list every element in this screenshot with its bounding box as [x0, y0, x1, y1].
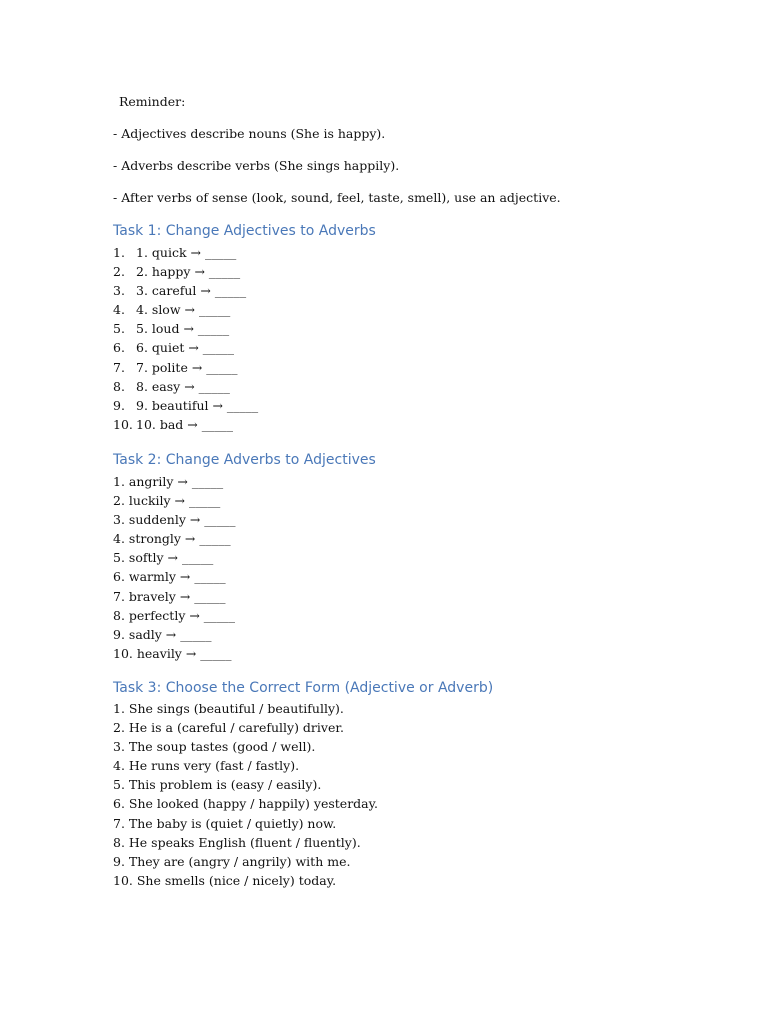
list-item: 7. bravely → _____ [113, 588, 226, 604]
list-number: 7. [113, 359, 125, 375]
task3-heading: Task 3: Choose the Correct Form (Adjective or Adverb) [113, 680, 494, 696]
list-item-text: 2. happy → _____ [136, 264, 241, 280]
list-item: 9. They are (angry / angrily) with me. [113, 853, 351, 869]
list-item: 10. heavily → _____ [113, 645, 232, 661]
list-item: 8. He speaks English (fluent / fluently). [113, 834, 361, 850]
reminder-note: - Adjectives describe nouns (She is happy). [113, 126, 386, 141]
list-item [113, 415, 258, 434]
task1-list [113, 243, 258, 434]
task3-list [113, 699, 378, 890]
list-item: 4. He runs very (fast / fastly). [113, 758, 300, 774]
list-item: 9. sadly → _____ [113, 626, 212, 642]
list-item: 6. She looked (happy / happily) yesterday. [113, 796, 378, 812]
list-item: 8. perfectly → _____ [113, 607, 236, 623]
list-item: 10. She smells (nice / nicely) today. [113, 872, 337, 888]
list-number: 6. [113, 340, 125, 356]
list-item-text: 5. loud → _____ [136, 321, 230, 337]
list-item: 5. This problem is (easy / easily). [113, 777, 322, 793]
list-item-text: 7. polite → _____ [136, 359, 238, 375]
list-number: 5. [113, 321, 125, 337]
list-number: 9. [113, 397, 125, 413]
list-item-text: 6. quiet → _____ [136, 340, 235, 356]
list-item: 1. angrily → _____ [113, 474, 224, 489]
list-item [113, 319, 258, 338]
list-number: 10. [113, 416, 133, 432]
list-item [113, 377, 258, 396]
list-item-text: 9. beautiful → _____ [136, 397, 259, 413]
list-item [113, 300, 258, 319]
reminder-note: - Adverbs describe verbs (She sings happily). [113, 158, 400, 173]
list-number: 1. [113, 245, 125, 260]
reminder-title: Reminder: [119, 94, 186, 109]
list-item-text: 4. slow → _____ [136, 302, 231, 318]
list-item: 2. He is a (careful / carefully) driver. [113, 720, 344, 736]
list-item [113, 243, 258, 262]
list-item [113, 396, 258, 415]
list-number: 3. [113, 283, 125, 299]
list-number: 2. [113, 264, 125, 280]
list-item [113, 338, 258, 357]
list-item-text: 10. bad → _____ [136, 416, 233, 432]
task1-heading: Task 1: Change Adjectives to Adverbs [113, 223, 376, 239]
list-item: 4. strongly → _____ [113, 531, 231, 547]
list-number: 4. [113, 302, 125, 318]
list-item-text: 3. careful → _____ [136, 283, 247, 299]
list-number: 8. [113, 378, 125, 394]
list-item: 3. The soup tastes (good / well). [113, 739, 316, 755]
list-item: 1. She sings (beautiful / beautifully). [113, 701, 344, 716]
list-item [113, 281, 258, 300]
task2-heading: Task 2: Change Adverbs to Adjectives [113, 452, 376, 468]
list-item: 6. warmly → _____ [113, 569, 226, 585]
list-item: 2. luckily → _____ [113, 493, 221, 509]
list-item-text: 1. quick → _____ [136, 245, 237, 260]
list-item: 7. The baby is (quiet / quietly) now. [113, 815, 337, 831]
task2-list [113, 472, 236, 663]
list-item [113, 262, 258, 281]
reminder-note: - After verbs of sense (look, sound, feel, taste, smell), use an adjective. [113, 190, 561, 205]
list-item [113, 358, 258, 377]
list-item: 3. suddenly → _____ [113, 512, 236, 528]
list-item-text: 8. easy → _____ [136, 378, 230, 394]
list-item: 5. softly → _____ [113, 550, 214, 566]
